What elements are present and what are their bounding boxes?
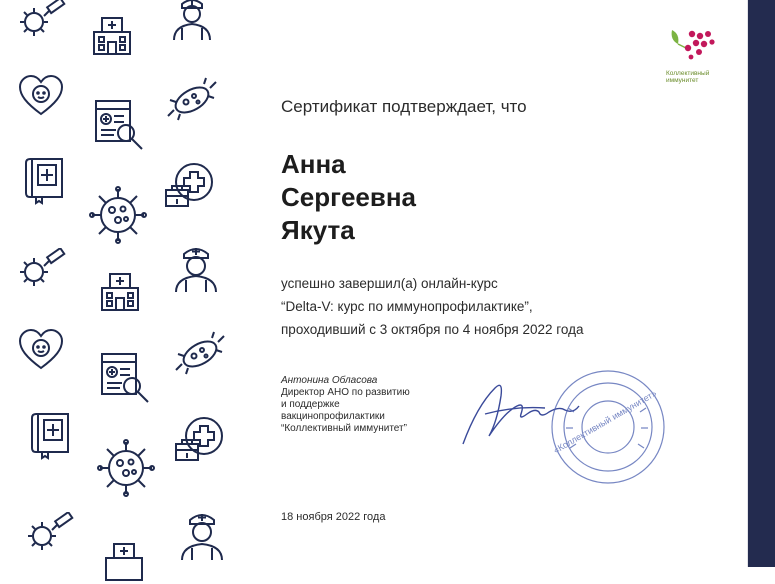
nurse-icon: [168, 0, 216, 42]
signatory-title-1: Директор АНО по развитию: [281, 387, 410, 398]
hospital-icon: [98, 270, 142, 314]
recipient-first-name: Анна: [281, 149, 346, 179]
signatory-title-3: вакцинопрофилактики: [281, 411, 385, 422]
nurse-icon: [172, 242, 220, 294]
heart-baby-icon: [18, 74, 64, 118]
virus-syringe-icon: [18, 248, 70, 292]
completion-text: [281, 272, 583, 341]
first-aid-kit-icon: [174, 412, 230, 468]
logo-line-1: Коллективный: [666, 70, 710, 77]
hospital-icon: [90, 14, 134, 58]
logo-text: [666, 70, 736, 84]
official-stamp: [548, 368, 668, 491]
medical-book-icon: [22, 155, 66, 205]
right-divider-line: [747, 0, 748, 567]
recipient-surname: Якута: [281, 215, 355, 245]
hospital-icon: [102, 540, 146, 584]
right-accent-bar: [748, 0, 775, 567]
course-dates: проходивший с 3 октября по 4 ноября 2022 года: [281, 322, 584, 337]
virus-icon: [88, 185, 148, 245]
first-aid-kit-icon: [164, 158, 220, 214]
recipient-name: [281, 148, 416, 247]
virus-icon: [96, 438, 156, 498]
stamp-text: «Коллективный иммунитет»: [551, 388, 659, 456]
issue-date: 18 ноября 2022 года: [281, 511, 386, 523]
signatory-name: Антонина Обласова: [281, 375, 378, 386]
virus-syringe-icon: [18, 0, 70, 42]
confirmation-heading: Сертификат подтверждает, что: [281, 97, 527, 116]
clipboard-magnifier-icon: [92, 97, 148, 153]
course-title: “Delta-V: курс по иммунопрофилактике”,: [281, 299, 533, 314]
medical-book-icon: [28, 410, 72, 460]
logo-line-2: иммунитет: [666, 77, 699, 84]
recipient-patronymic: Сергеевна: [281, 182, 417, 212]
bacteria-icon: [172, 328, 228, 376]
signatory-block: [281, 375, 410, 435]
heart-baby-icon: [18, 328, 64, 372]
clipboard-magnifier-icon: [98, 350, 154, 406]
bacteria-icon: [164, 74, 220, 122]
virus-syringe-icon: [26, 512, 78, 556]
signatory-title-2: и поддержке: [281, 399, 340, 410]
signatory-title-4: “Коллективный иммунитет”: [281, 423, 407, 434]
completion-line-1: успешно завершил(а) онлайн-курс: [281, 276, 498, 291]
nurse-icon: [178, 508, 226, 564]
